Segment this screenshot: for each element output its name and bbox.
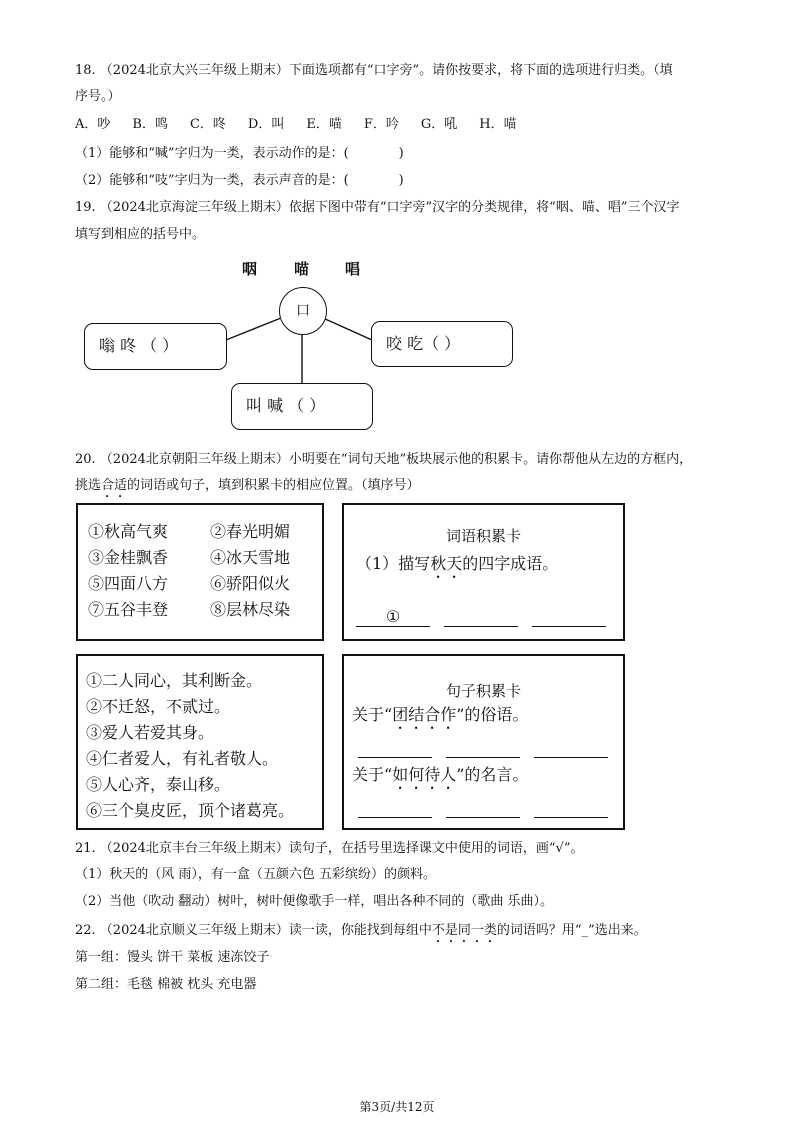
sentence-card (342, 654, 625, 830)
group-box-bottom[interactable]: 叫 喊 （ ） (231, 383, 373, 430)
word-item: ①秋高气爽 (88, 522, 169, 541)
group-box-right[interactable]: 咬 吃（ ） (371, 321, 513, 367)
q20-line2 (75, 477, 420, 501)
word-card-question (356, 551, 623, 582)
answer-blank[interactable] (534, 799, 608, 818)
word-row (88, 571, 322, 597)
sentence-card-blanks-2 (358, 799, 623, 818)
sentence-list-box (76, 654, 324, 830)
sentence-item: ②不迁怒，不贰过。 (86, 697, 231, 716)
answer-blank[interactable] (358, 799, 432, 818)
q20-line2-b: 的词语或句子，填到积累卡的相应位置。（填序号） (127, 478, 420, 493)
sentence-item: ③爱人若爱其身。 (86, 723, 215, 742)
word-row (88, 597, 322, 623)
diagram-char: 咽 (242, 260, 258, 278)
q22-line1-a: 22. （2024北京顺义三年级上期末）读一读，你能找到每组中 (75, 923, 432, 938)
sentence-card-title: 句子积累卡 (445, 682, 521, 700)
group-box-left[interactable]: 嗡 咚 （ ） (84, 323, 227, 370)
word-item: ②春光明媚 (210, 522, 291, 541)
q22-group1: 第一组：馒头 饼干 菜板 速冻饺子 (75, 950, 270, 965)
word-row (88, 519, 322, 545)
q18-sub2-text: （2）能够和“吱”字归为一类，表示声音的是：( (75, 173, 349, 188)
q21-line1: 21. （2024北京丰台三年级上期末）读句子，在括号里选择课文中使用的词语，画“√”。 (75, 841, 584, 856)
q18-line2: 序号。） (75, 89, 121, 104)
sentence-item: ④仁者爱人，有礼者敬人。 (86, 749, 279, 768)
q21-line2: （1）秋天的（风 雨），有一盒（五颜六色 五彩缤纷）的颜料。 (75, 867, 437, 882)
q19-line2: 填写到相应的括号中。 (75, 227, 206, 242)
q22-line1-emph: 不是同一类 (431, 923, 497, 938)
q18-option: C．咚 (189, 117, 226, 132)
diagram-char: 唱 (345, 260, 361, 278)
q18-line1: 18. （2024北京大兴三年级上期末）下面选项都有“口字旁”。请你按要求，将下面的选项进行归类。（填 (75, 63, 673, 78)
sent-q2-emph: 如何待人 (392, 765, 457, 784)
q18-sub1-text: （1）能够和“喊”字归为一类，表示动作的是：( (75, 146, 349, 161)
sent-q1-emph: 团结合作 (392, 705, 457, 724)
q18-option: E．喵 (306, 117, 342, 132)
word-list-box (76, 503, 324, 641)
q20-line2-a: 挑选 (75, 478, 102, 493)
diagram-char: 喵 (294, 260, 310, 278)
sentence-card-q2 (352, 762, 623, 793)
word-item: ④冰天雪地 (210, 548, 291, 567)
word-item: ⑦五谷丰登 (88, 600, 169, 619)
q20-line1: 20. （2024北京朝阳三年级上期末）小明要在“词句天地”板块展示他的积累卡。请你帮他从左边的方框内， (75, 452, 693, 467)
sentence-card-q1 (352, 702, 623, 733)
sent-q2-b: ”的名言。 (456, 765, 529, 784)
q18-option: G．吼 (420, 117, 458, 132)
sentence-card-blanks-1 (358, 739, 623, 758)
word-card (342, 503, 625, 641)
q20-line2-emph: 合适 (101, 478, 128, 493)
answer-blank[interactable] (444, 608, 518, 627)
page-footer: 第3页/共12页 (359, 1100, 435, 1114)
word-card-q-a: （1）描写 (356, 554, 431, 573)
sentence-item: ⑥三个臭皮匠，顶个诸葛亮。 (86, 801, 295, 820)
answer-blank[interactable] (446, 739, 520, 758)
answer-blank[interactable] (534, 739, 608, 758)
q22-group2: 第二组：毛毯 棉被 枕头 充电器 (75, 977, 257, 992)
answer-blank[interactable] (446, 799, 520, 818)
sentence-item: ①二人同心，其利断金。 (86, 671, 263, 690)
q22-line1 (75, 922, 647, 946)
word-card-title: 词语积累卡 (445, 527, 521, 545)
answer-blank[interactable] (532, 608, 606, 627)
word-item: ⑤四面八方 (88, 574, 169, 593)
q22-line1-b: 的词语吗？用“_”选出来。 (496, 923, 647, 938)
q18-sub2-close: ) (398, 173, 404, 188)
q18-option: H．喵 (479, 117, 517, 132)
q18-sub1-close: ) (398, 146, 404, 161)
sent-q1-b: ”的俗语。 (456, 705, 529, 724)
word-item: ⑧层林尽染 (210, 600, 291, 619)
word-card-q-emph: 秋天 (430, 554, 463, 573)
diagram-connectors (0, 0, 794, 440)
sent-q2-a: 关于“ (352, 765, 393, 784)
answer-blank[interactable] (358, 739, 432, 758)
word-item: ③金桂飘香 (88, 548, 169, 567)
q18-option: A．吵 (75, 117, 111, 132)
sent-q1-a: 关于“ (352, 705, 393, 724)
q19-line1: 19. （2024北京海淀三年级上期末）依据下图中带有“口字旁”汉字的分类规律，将“咽、喵、唱”三个汉字 (75, 200, 680, 215)
q18-option: D．叫 (247, 117, 285, 132)
q18-option: B．鸣 (132, 117, 168, 132)
sentence-item: ⑤人心齐，泰山移。 (86, 775, 231, 794)
radical-circle: 口 (279, 287, 327, 335)
q18-option: F．吟 (363, 117, 399, 132)
word-card-blanks (356, 608, 623, 627)
word-row (88, 545, 322, 571)
word-card-q-b: 的四字成语。 (462, 554, 559, 573)
answer-blank[interactable]: ① (356, 608, 430, 627)
word-item: ⑥骄阳似火 (210, 574, 291, 593)
q21-line3: （2）当他（吹动 翻动）树叶，树叶便像歌手一样，唱出各种不同的（歌曲 乐曲）。 (75, 894, 554, 909)
